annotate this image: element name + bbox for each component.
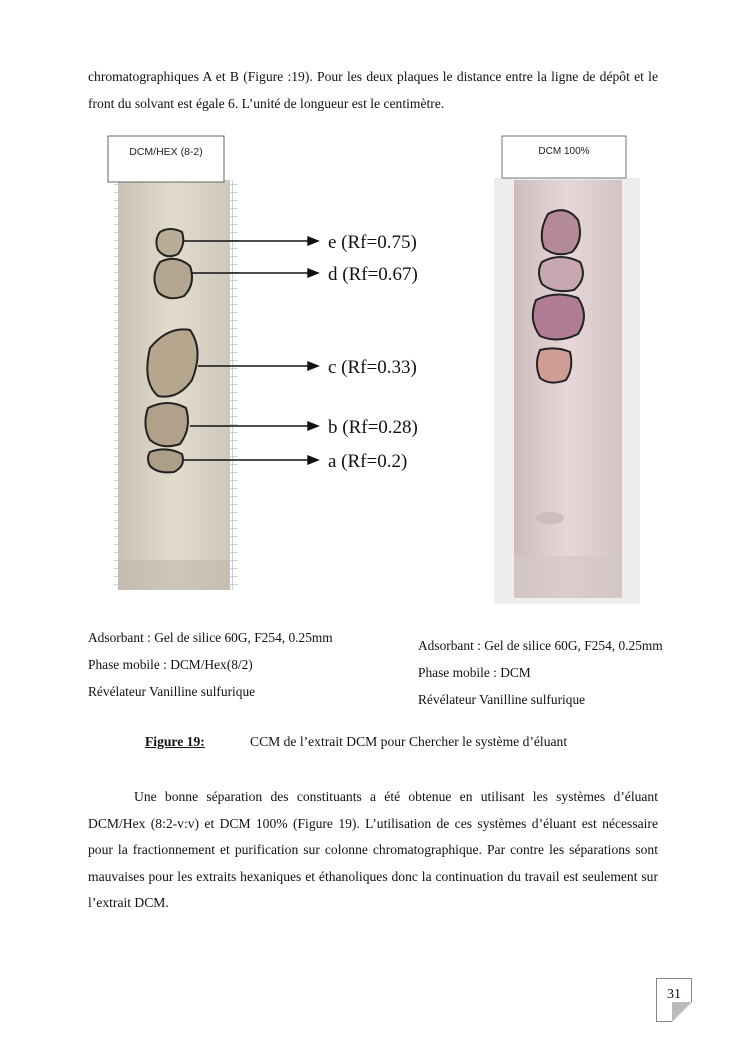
spot-b1 xyxy=(542,210,580,254)
figure-label: Figure 19: xyxy=(145,734,205,749)
body-paragraph: Une bonne séparation des constituants a été obtenue en utilisant les systèmes d’éluant DCM/Hex (8:2-v:v) et DCM 100% (Figure 19). L’utilisation de ces systèmes d’éluant est nécessaire pour la fractionnement et purification sur colonne chromatographique. Par contre les séparations sont mauvaises pour les extraits hexaniques et éthanoliques donc la continuation du travail est seulement sur l’extrait DCM. xyxy=(88,789,658,910)
spot-b4 xyxy=(537,348,571,382)
intro-paragraph: chromatographiques A et B (Figure :19). Pour les deux plaques le distance entre la ligne de dépôt et le front du solvant est égale 6. L’unité de longueur est le centimètre. xyxy=(88,69,658,111)
plate-a-captions xyxy=(88,624,333,705)
figure-caption xyxy=(145,734,568,750)
plate-b-revelateur: Révélateur Vanilline sulfurique xyxy=(418,692,586,707)
plate-a-revelateur: Révélateur Vanilline sulfurique xyxy=(88,684,256,699)
rf-label-e: e (Rf=0.75) xyxy=(328,232,417,253)
plate-a-adsorbant: Adsorbant : Gel de silice 60G, F254, 0.25mm xyxy=(88,630,333,645)
rf-label-a: a (Rf=0.2) xyxy=(328,451,408,472)
page-number: 31 xyxy=(667,987,681,1002)
spot-b3 xyxy=(533,294,584,339)
page-number-box xyxy=(656,978,692,1022)
figure-caption-text: CCM de l’extrait DCM pour Chercher le système d’éluant xyxy=(250,734,568,749)
plate-b xyxy=(494,136,640,604)
page-fold-icon xyxy=(672,1002,692,1022)
spot-b xyxy=(145,403,188,446)
spot-a xyxy=(148,449,183,472)
plate-b-adsorbant: Adsorbant : Gel de silice 60G, F254, 0.25mm xyxy=(418,638,663,653)
plate-b-label: DCM 100% xyxy=(538,146,590,157)
spot-b2 xyxy=(539,257,583,291)
rf-label-d: d (Rf=0.67) xyxy=(328,264,418,285)
plate-a xyxy=(108,136,418,590)
plate-a-phase-mobile: Phase mobile : DCM/Hex(8/2) xyxy=(88,657,253,672)
plate-b-captions xyxy=(418,632,663,713)
spot-e xyxy=(156,229,183,256)
spot-d xyxy=(154,259,192,298)
plate-a-label: DCM/HEX (8-2) xyxy=(129,146,203,158)
plate-b-phase-mobile: Phase mobile : DCM xyxy=(418,665,531,680)
rf-label-c: c (Rf=0.33) xyxy=(328,357,417,378)
rf-label-b: b (Rf=0.28) xyxy=(328,417,418,438)
